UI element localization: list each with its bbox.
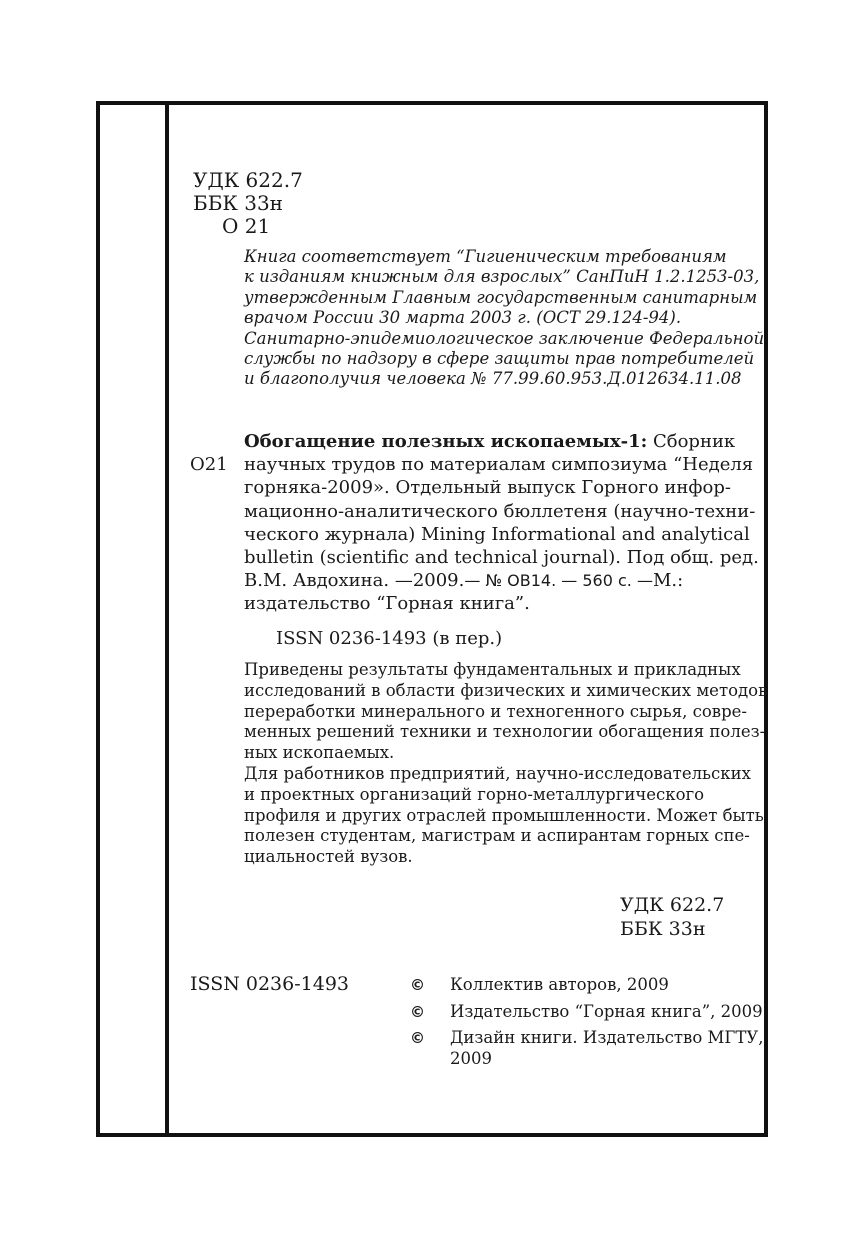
issn-binding-line: ISSN 0236-1493 (в пер.) [276,628,503,649]
editor-year: В.М. Авдохина. —2009. [244,570,465,592]
title-line [244,430,736,453]
annotation-line: Приведены результаты фундаментальных и прикладных [244,660,741,679]
description-line: научных трудов по материалам симпозиума “Неделя [244,454,754,476]
annotation-line: менных решений техники и технологии обогащения полез- [244,722,766,742]
description-line: ческого журнала) Mining Informational and analytical [244,523,750,545]
author-mark: О 21 [222,214,271,238]
hygiene-line: и благополучия человека № 77.99.60.953.Д.012634.11.08 [244,369,742,389]
publisher-city: М.: [652,570,684,592]
copyright-icon: © [410,976,425,994]
copyright-icon: © [410,1029,425,1047]
annotation-line: и проектных организаций горно-металлургического [244,784,705,804]
bbk-code-bottom: ББК 33н [620,918,706,940]
udk-code-top: УДК 622.7 [193,168,303,192]
publisher-line: издательство “Горная книга”. [244,593,530,615]
annotation-text [244,660,768,868]
description-line: мационно-аналитического бюллетеня (научно-техни- [244,500,756,522]
hygiene-line: врачом России 30 марта 2003 г. (ОСТ 29.124-94). [244,308,682,328]
bibliographic-description [244,430,759,616]
description-line: горняка-2009». Отдельный выпуск Горного инфор- [244,477,731,499]
hygiene-line: Санитарно-эпидемиологическое заключение Федеральной [244,328,765,348]
hygiene-notice [244,247,765,390]
book-title: Обогащение полезных ископаемых-1: [244,431,648,452]
annotation-line: циальностей вузов. [244,847,413,867]
annotation-line: исследований в области физических и химических методов [244,680,768,700]
hygiene-line: утвержденным Главным государственным санитарным [244,287,758,307]
copyright-text: Дизайн книги. Издательство МГТУ, [450,1028,764,1047]
copyright-text: Коллектив авторов, 2009 [450,975,669,994]
annotation-line: переработки минерального и техногенного сырья, совре- [244,701,747,721]
annotation-line: полезен студентам, магистрам и аспирантам горных спе- [244,826,750,846]
spine-divider-line [165,105,169,1133]
udk-code-bottom: УДК 622.7 [620,894,725,916]
annotation-line: профиля и других отраслей промышленности. Может быть [244,805,764,825]
copyright-icon: © [410,1003,425,1021]
title-rest: Сборник [647,431,736,452]
description-line: bulletin (scientific and technical journal). Под общ. ред. [244,547,759,569]
annotation-line: Для работников предприятий, научно-исследовательских [244,763,751,783]
copyright-line [410,1001,763,1023]
bottom-classification [620,893,724,941]
hygiene-line: к изданиям книжным для взрослых” СанПиН 1.2.1253-03, [244,267,760,287]
issue-pages: — № ОВ14. — 560 с. — [464,571,653,591]
hygiene-line: службы по надзору в сфере защиты прав потребителей [244,349,755,369]
annotation-line: ных ископаемых. [244,743,395,763]
editor-line [244,569,730,592]
bbk-code-top: ББК 33н [193,191,284,215]
copyright-year: 2009 [450,1049,492,1068]
copyright-line [410,1027,764,1049]
catalog-code: О21 [190,454,228,475]
hygiene-line: Книга соответствует “Гигиеническим требованиям [244,247,727,266]
copyright-line [410,974,669,996]
copyright-text: Издательство “Горная книга”, 2009 [450,1002,763,1021]
issn-number: ISSN 0236-1493 [190,973,349,995]
